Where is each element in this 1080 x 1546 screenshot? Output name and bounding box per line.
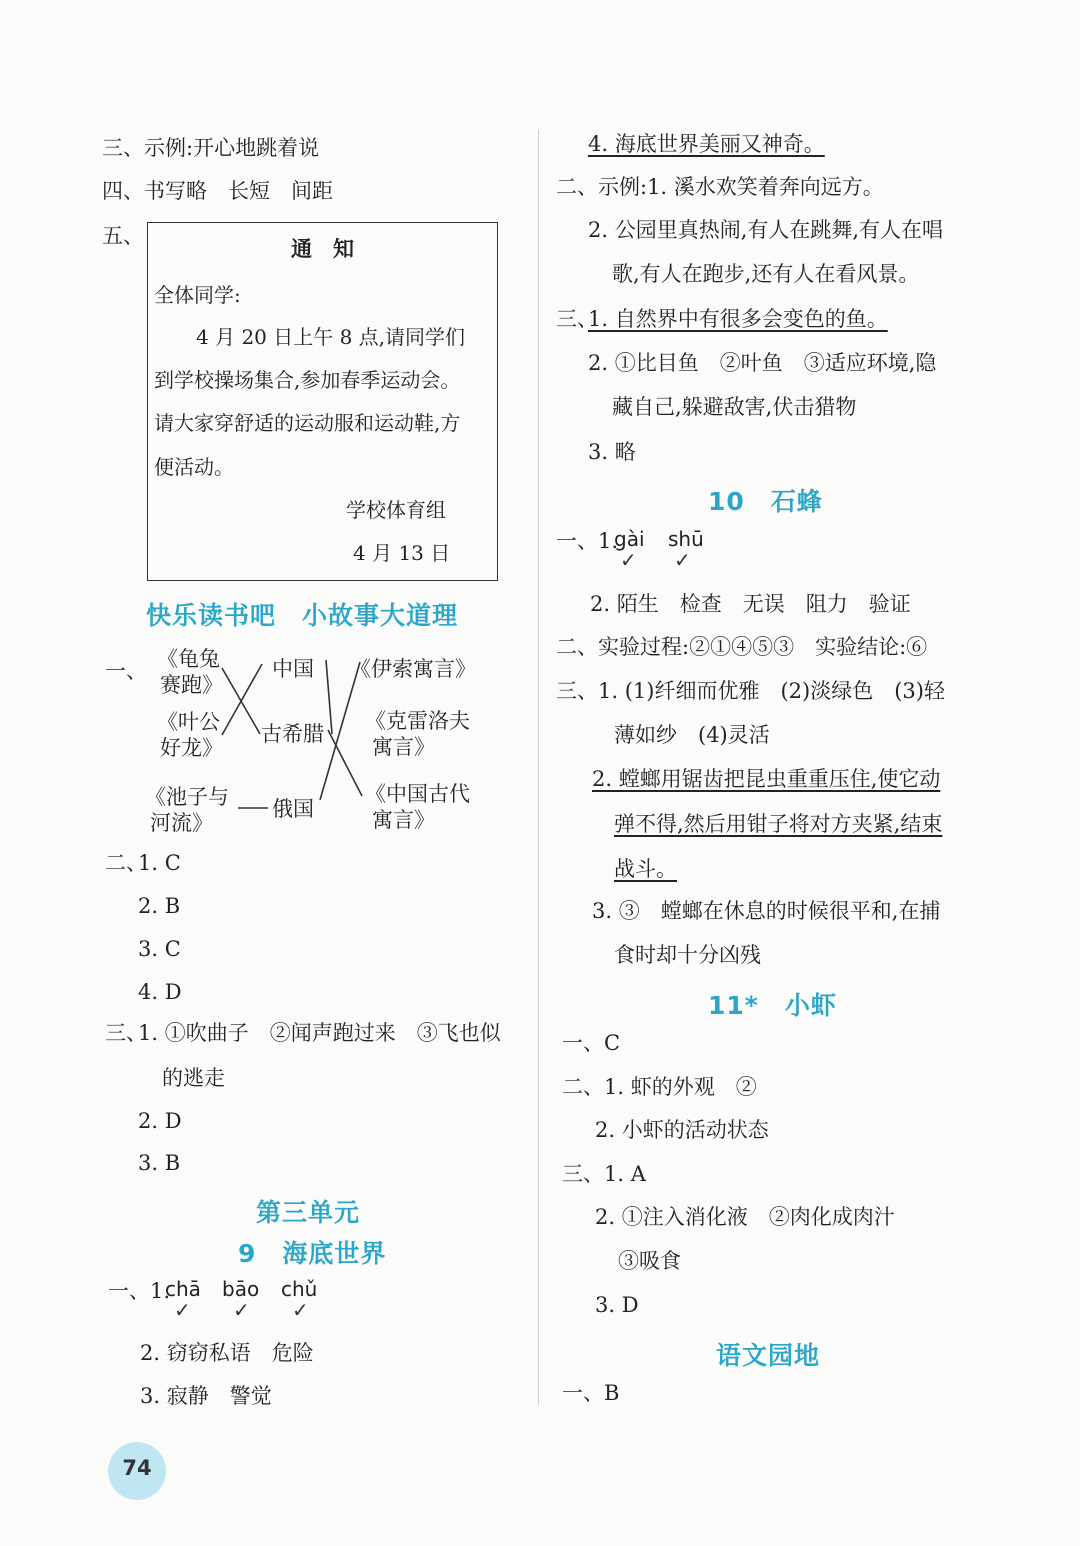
answer-line: 2. ①注入消化液 ②肉化成肉汁 xyxy=(595,1205,895,1229)
answer-line: 3. 略 xyxy=(588,440,636,464)
answer-line: 一、C xyxy=(562,1031,621,1055)
notice-signature: 学校体育组 xyxy=(346,498,446,522)
answer-line: 歌,有人在跑步,还有人在看风景。 xyxy=(612,262,920,286)
answer-line: 薄如纱 (4)灵活 xyxy=(614,723,770,747)
page-number: 74 xyxy=(122,1456,152,1480)
pinyin: chǔ xyxy=(281,1277,318,1301)
matching-lines xyxy=(130,640,370,840)
lesson-heading: 10 石蜂 xyxy=(708,487,823,516)
column-divider xyxy=(538,130,539,1405)
answer-line: 2. ①比目鱼 ②叶鱼 ③适应环境,隐 xyxy=(588,351,937,375)
answer-line: 二、实验过程:②①④⑤③ 实验结论:⑥ xyxy=(556,635,928,659)
answer-line: 2. 螳螂用锯齿把昆虫重重压住,使它动 xyxy=(592,767,941,791)
notice-date: 4 月 13 日 xyxy=(353,541,451,565)
section-heading: 语文园地 xyxy=(716,1341,821,1370)
answer-line: 2. B xyxy=(138,894,181,918)
notice-body: 到学校操场集合,参加春季运动会。 xyxy=(154,368,461,392)
check-mark-icon: ✓ xyxy=(674,548,691,572)
notice-body: 便活动。 xyxy=(154,455,234,479)
match-book: 河流》 xyxy=(150,811,213,835)
answer-label: 三、 xyxy=(105,1021,147,1045)
answer-line: 2. 陌生 检查 无误 阻力 验证 xyxy=(590,592,911,616)
answer-line: 一、B xyxy=(562,1381,620,1405)
answer-line: 藏自己,躲避敌害,伏击猎物 xyxy=(612,395,857,419)
match-book: 好龙》 xyxy=(160,736,223,760)
answer-line: ③吸食 xyxy=(618,1249,681,1273)
match-book: 《叶公 xyxy=(157,710,220,734)
match-country: 中国 xyxy=(272,657,314,681)
pinyin: chā xyxy=(165,1277,201,1301)
answer-line: 食时却十分凶残 xyxy=(614,943,761,967)
answer-line: 1. C xyxy=(138,851,181,875)
answer-line: 4. D xyxy=(138,980,182,1004)
check-mark-icon: ✓ xyxy=(174,1298,191,1322)
answer-line: 一、1. xyxy=(108,1279,171,1303)
check-mark-icon: ✓ xyxy=(292,1298,309,1322)
match-collection: 寓言》 xyxy=(372,808,435,832)
match-line xyxy=(222,664,262,735)
answer-line: 1. 自然界中有很多会变色的鱼。 xyxy=(588,307,888,331)
pinyin: gài xyxy=(614,527,645,551)
page-number-badge xyxy=(108,1442,166,1500)
lesson-heading: 11* 小虾 xyxy=(708,991,837,1020)
answer-line: 3. 寂静 警觉 xyxy=(140,1384,272,1408)
answer-line: 三、1. A xyxy=(562,1162,646,1186)
match-collection: 《伊索寓言》 xyxy=(350,657,476,681)
answer-line: 三、1. (1)纤细而优雅 (2)淡绿色 (3)轻 xyxy=(556,679,945,703)
unit-heading: 第三单元 xyxy=(256,1198,361,1227)
match-collection: 《中国古代 xyxy=(365,782,470,806)
answer-line: 2. 小虾的活动状态 xyxy=(595,1118,769,1142)
answer-label: 三、 xyxy=(556,307,598,331)
match-line xyxy=(328,730,362,796)
pinyin: bāo xyxy=(222,1277,260,1301)
notice-box xyxy=(147,222,498,581)
match-line xyxy=(326,660,332,734)
answer-label: 二、 xyxy=(105,851,147,875)
match-book: 赛跑》 xyxy=(160,673,223,697)
answer-line: 2. 公园里真热闹,有人在跳舞,有人在唱 xyxy=(588,218,944,242)
match-collection: 寓言》 xyxy=(372,735,435,759)
answer-line: 3. D xyxy=(595,1293,639,1317)
answer-line: 3. ③ 螳螂在休息的时候很平和,在捕 xyxy=(592,899,941,923)
check-mark-icon: ✓ xyxy=(233,1298,250,1322)
answer-line: 二、1. 虾的外观 ② xyxy=(562,1075,757,1099)
answer-line: 的逃走 xyxy=(162,1066,225,1090)
answer-line: 战斗。 xyxy=(614,857,677,881)
answer-line: 3. B xyxy=(138,1151,181,1175)
answer-line: 2. 窃窃私语 危险 xyxy=(140,1341,314,1365)
notice-body: 4 月 20 日上午 8 点,请同学们 xyxy=(196,325,466,349)
answer-line: 2. D xyxy=(138,1109,182,1133)
section-heading: 快乐读书吧 小故事大道理 xyxy=(146,601,459,630)
notice-salutation: 全体同学: xyxy=(154,283,241,307)
answer-label: 一、 xyxy=(105,659,147,683)
check-mark-icon: ✓ xyxy=(620,548,637,572)
answer-line: 一、1. xyxy=(556,529,619,553)
answer-line: 1. ①吹曲子 ②闻声跑过来 ③飞也似 xyxy=(138,1021,501,1045)
match-country: 俄国 xyxy=(272,797,314,821)
match-book: 《龟兔 xyxy=(157,647,220,671)
answer-line: 弹不得,然后用钳子将对方夹紧,结束 xyxy=(614,812,943,836)
match-collection: 《克雷洛夫 xyxy=(365,709,470,733)
answer-line: 4. 海底世界美丽又神奇。 xyxy=(588,132,825,156)
answer-line: 3. C xyxy=(138,937,181,961)
answer-line: 三、示例:开心地跳着说 xyxy=(102,136,320,160)
notice-body: 请大家穿舒适的运动服和运动鞋,方 xyxy=(154,411,461,435)
answer-line: 四、书写略 长短 间距 xyxy=(102,179,333,203)
match-book: 《池子与 xyxy=(145,785,229,809)
match-country: 古希腊 xyxy=(261,722,324,746)
answer-label: 五、 xyxy=(102,224,144,248)
notice-title: 通 知 xyxy=(291,236,354,261)
answer-line: 二、示例:1. 溪水欢笑着奔向远方。 xyxy=(556,175,884,199)
lesson-heading: 9 海底世界 xyxy=(238,1239,387,1268)
pinyin: shū xyxy=(668,527,704,551)
